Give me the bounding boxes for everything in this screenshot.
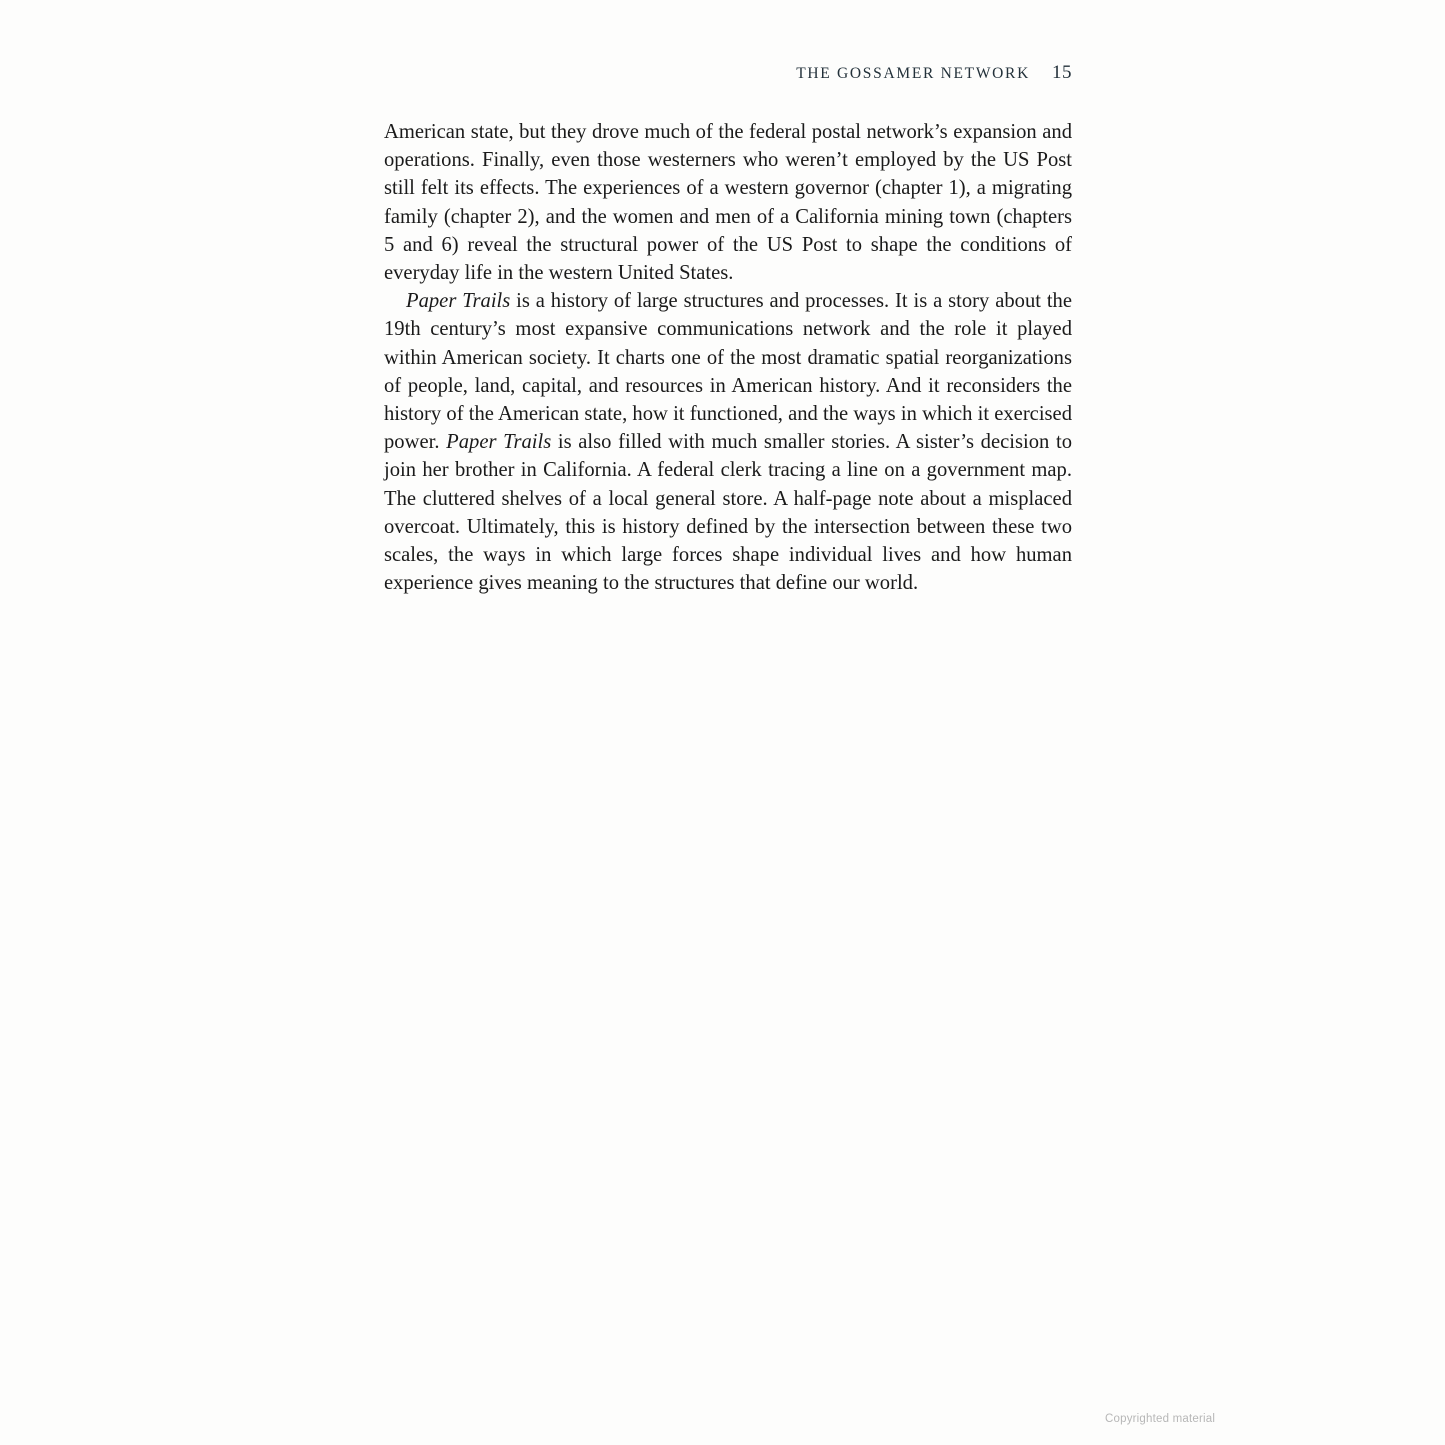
running-head-title: THE GOSSAMER NETWORK: [796, 65, 1030, 82]
text-run: is also filled with much smaller stories. A sister’s decision to join her brother in California. A federal clerk tracing a line on a government map. The cluttered shelves of a local general store. A half-page note about a misplaced overcoat. Ultimately, this is history defined by the intersection between these two scales, the ways in which large forces shape individual lives and how human experience gives meaning to the structures that define our world.: [384, 431, 1072, 595]
copyright-notice: Copyrighted material: [1105, 1413, 1216, 1425]
running-head: [384, 62, 1072, 84]
paragraph-1: [384, 118, 1072, 287]
page-number: 15: [1052, 62, 1072, 83]
italic-title: Paper Trails: [446, 431, 552, 454]
italic-title: Paper Trails: [406, 290, 511, 313]
text-run: American state, but they drove much of the federal postal network’s expansion and operations. Finally, even those westerners who weren’t employed by the US Post still felt its effects. The experiences of a western governor (chapter 1), a migrating family (chapter 2), and the women and men of a California mining town (chapters 5 and 6) reveal the structural power of the US Post to shape the conditions of everyday life in the western United States.: [384, 121, 1072, 285]
paragraph-2: [384, 287, 1072, 597]
body-text: [384, 118, 1072, 597]
text-run: is a history of large structures and processes. It is a story about the 19th century’s most expansive communications network and the role it played within American society. It charts one of the most dramatic spatial reorganizations of people, land, capital, and resources in American history. And it reconsiders the history of the American state, how it functioned, and the ways in which it exercised power.: [384, 290, 1072, 454]
